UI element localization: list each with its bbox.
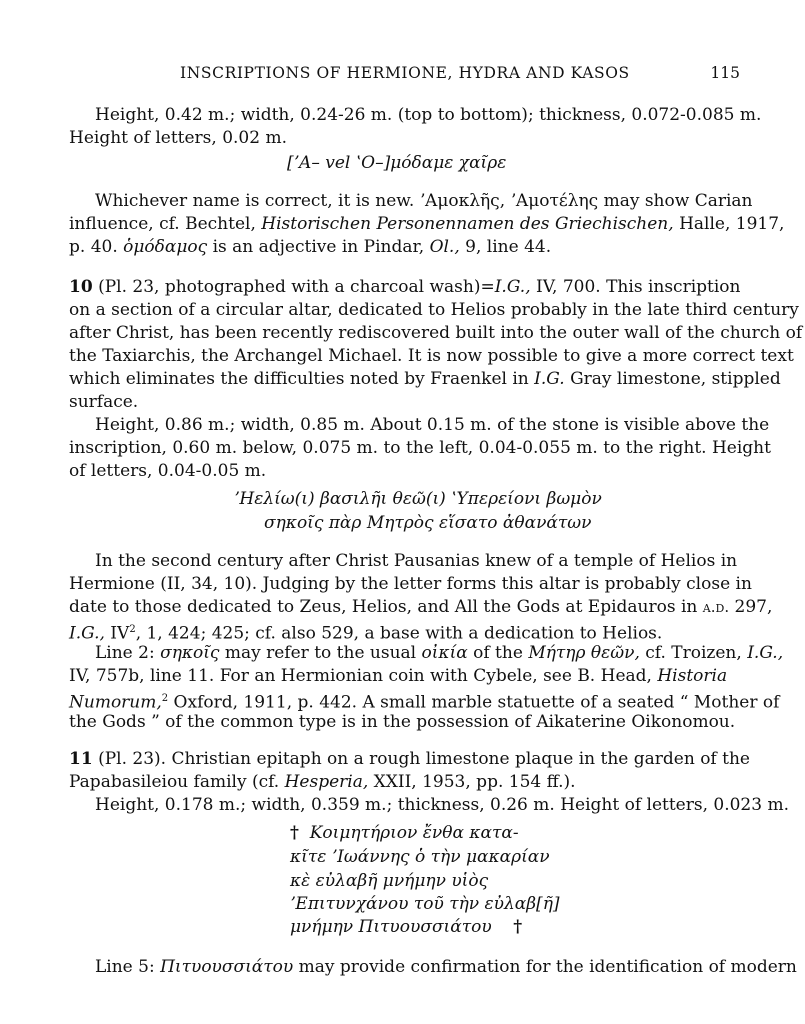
text: of the (467, 643, 529, 663)
body-line (69, 771, 576, 793)
dimensions-line: inscription, 0.60 m. below, 0.075 m. to the left, 0.04-0.055 m. to the right. Height (69, 438, 771, 458)
body-line (69, 665, 727, 687)
cross-icon: † (513, 917, 523, 937)
era-abbreviation: a.d. (702, 598, 730, 616)
citation-title: Historia (657, 666, 728, 686)
citation-title: I.G. (534, 369, 565, 389)
cross-icon: † (290, 823, 299, 843)
greek-word: σηκοῖς (160, 643, 220, 663)
body-line: the Gods ” of the common type is in the possession of Aikaterine Oikonomou. (69, 712, 736, 732)
dimensions-line: Height of letters, 0.02 m. (69, 128, 287, 148)
text: which eliminates the difficulties noted by Fraenkel in (69, 369, 535, 389)
running-header (68, 64, 740, 88)
body-line: surface. (69, 392, 139, 412)
dimensions-line: Height, 0.42 m.; width, 0.24-26 m. (top to bottom); thickness, 0.072-0.085 m. (95, 105, 762, 125)
entry-heading-line (69, 276, 740, 298)
body-line: on a section of a circular altar, dedicated to Helios probably in the late third century (69, 300, 799, 320)
text: cf. Troizen, (639, 643, 748, 663)
text: XXII, 1953, pp. 154 ff.). (368, 772, 576, 792)
entry-number: 11 (69, 749, 93, 769)
citation-title: I.G., (747, 643, 784, 663)
entry-heading-line (69, 748, 750, 770)
body-line: Hermione (II, 34, 10). Judging by the letter forms this altar is probably close in (69, 574, 752, 594)
citation-title: I.G., (494, 277, 531, 297)
body-line (95, 956, 797, 978)
greek-inscription-line: κῖτε ʼΙωάννης ὁ τὴν μακαρίαν (290, 847, 550, 867)
page-number: 115 (710, 64, 740, 82)
citation-title: I.G., (69, 623, 105, 644)
entry-number: 10 (69, 277, 93, 297)
dimensions-line: Height, 0.178 m.; width, 0.359 m.; thickness, 0.26 m. Height of letters, 0.023 m. (95, 795, 789, 815)
body-line (69, 688, 779, 714)
greek-inscription-line: ʼΗελίω(ι) βασιλῆι θεῶ(ι) ʽΥπερείονι βωμὸν (234, 489, 602, 509)
header-title: INSCRIPTIONS OF HERMIONE, HYDRA AND KASOS (180, 64, 630, 82)
inscription-text: μνήμην Πιτυουσσιάτου (290, 917, 492, 937)
body-line (69, 368, 781, 390)
dimensions-line: Height, 0.86 m.; width, 0.85 m. About 0.15 m. of the stone is visible above the (95, 415, 770, 435)
greek-inscription-line: σηκοῖς πὰρ Μητρὸς εἵσατο ἀθανάτων (264, 513, 592, 533)
body-line (69, 619, 662, 645)
greek-word: ὁμόδαμος (123, 237, 208, 257)
greek-inscription-line: κὲ εὐλαβῆ μνήμην υἱὸς (290, 871, 489, 891)
body-line: after Christ, has been recently rediscovered built into the outer wall of the church of (69, 323, 803, 343)
commentary-line: Whichever name is correct, it is new. ʼΑμοκλῆς, ʼΑμοτέλης may show Carian (95, 191, 753, 211)
inscription-text: [ʼA– (287, 153, 326, 173)
body-line (95, 642, 783, 664)
body-line: In the second century after Christ Pausanias knew of a temple of Helios in (95, 551, 738, 571)
inscription-text: ʽO–]μόδαμε χαῖρε (350, 153, 507, 173)
superscript: 2 (161, 693, 169, 704)
text: may refer to the usual (219, 643, 422, 663)
body-line (69, 596, 772, 618)
citation-title: Numorum, (69, 692, 162, 713)
greek-inscription-line (287, 152, 506, 174)
text: Oxford, 1911, p. 442. A small marble statuette of a seated “ Mother of (168, 692, 780, 713)
commentary-line (69, 213, 784, 235)
text: may provide confirmation for the identification of modern (293, 957, 797, 977)
text: IV, 700. This inscription (530, 277, 741, 297)
text: IV, 757b, line 11. For an Hermionian coin with Cybele, see B. Head, (69, 666, 658, 686)
citation-title: Historischen Personennamen des Griechischen, (261, 214, 674, 234)
commentary-line (69, 236, 551, 258)
text: is an adjective in Pindar, (207, 237, 430, 257)
inscription-text: vel (325, 153, 351, 173)
text: IV (104, 623, 130, 644)
text: date to those dedicated to Zeus, Helios, and All the Gods at Epidauros in (69, 597, 703, 617)
text: (Pl. 23). Christian epitaph on a rough limestone plaque in the garden of the (92, 749, 750, 769)
greek-word: Μήτηρ θεῶν, (528, 643, 640, 663)
text: Gray limestone, stippled (564, 369, 781, 389)
text: influence, cf. Bechtel, (69, 214, 262, 234)
greek-inscription-line (290, 822, 519, 844)
text: 297, (729, 597, 773, 617)
text: 9, line 44. (459, 237, 552, 257)
greek-word: Πιτυουσσιάτου (160, 957, 294, 977)
text: , 1, 424; 425; cf. also 529, a base with a dedication to Helios. (135, 623, 663, 644)
greek-inscription-line (290, 916, 522, 938)
text: (Pl. 23, photographed with a charcoal wash)= (92, 277, 495, 297)
body-line: the Taxiarchis, the Archangel Michael. It is now possible to give a more correct text (69, 346, 794, 366)
inscription-text: Κοιμητήριον ἔνθα κατα- (309, 823, 519, 843)
text: Line 2: (95, 643, 161, 663)
text: Halle, 1917, (673, 214, 785, 234)
superscript: 2 (129, 624, 136, 635)
greek-word: οἰκία (421, 643, 468, 663)
citation-title: Ol., (429, 237, 460, 257)
greek-inscription-line: ʼΕπιτυνχάνου τοῦ τὴν εὐλαβ[ῆ] (290, 894, 560, 914)
dimensions-line: of letters, 0.04-0.05 m. (69, 461, 267, 481)
citation-title: Hesperia, (284, 772, 369, 792)
text: Line 5: (95, 957, 161, 977)
text: Papabasileiou family (cf. (69, 772, 285, 792)
text: p. 40. (69, 237, 124, 257)
